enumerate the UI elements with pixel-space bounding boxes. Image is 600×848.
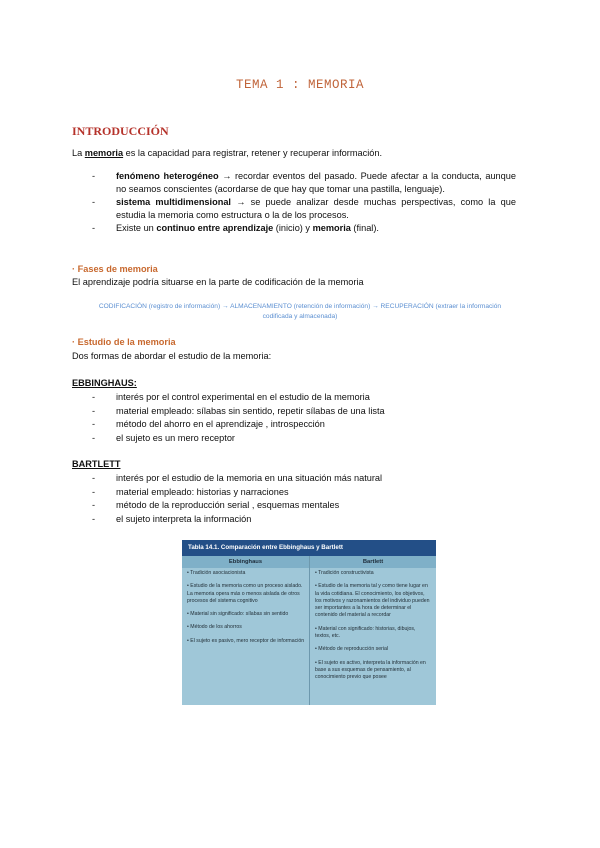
item-text: interés por el control experimental en el estudio de la memoria xyxy=(116,392,370,402)
list-item: - el sujeto interpreta la información xyxy=(92,513,252,524)
definition-text: es la capacidad para registrar, retener y recuperar información. xyxy=(123,148,383,158)
table-cell: • Método de reproducción serial xyxy=(315,646,389,653)
item-bold: continuo entre aprendizaje xyxy=(156,223,274,233)
list-item: - método de la reproducción serial , esquemas mentales xyxy=(92,500,340,510)
item-text: interés por el estudio de la memoria en una situación más natural xyxy=(116,473,383,483)
memory-definition xyxy=(72,147,382,160)
fases-text: El aprendizaje podría situarse en la parte de codificación de la memoria xyxy=(72,277,364,287)
item-text: material empleado: historias y narraciones xyxy=(116,486,289,497)
table-cell: • Método de los ahorros xyxy=(187,624,242,631)
item-text: el sujeto es un mero receptor xyxy=(116,432,235,443)
list-item: - fenómeno heterogéneo → recordar eventos del pasado. Puede afectar a la conducta, aunque no seamos conscientes (acordarse de que hay que tomar una pastilla, lenguaje). xyxy=(92,171,516,194)
item-text: el sujeto interpreta la información xyxy=(116,513,252,524)
definition-term: memoria xyxy=(84,148,124,158)
item-text: → se puede analizar desde muchas perspectivas, como la que estudia la memoria como estructura o la de los procesos. xyxy=(116,197,516,220)
item-text: Existe un xyxy=(116,223,157,233)
memory-phases-flow xyxy=(72,302,528,322)
item-bold: sistema multidimensional xyxy=(116,197,231,207)
list-item: - sistema multidimensional → se puede analizar desde muchas perspectivas, como la que estudia la memoria como estructura o la de los procesos. xyxy=(92,197,516,220)
item-bold: memoria xyxy=(312,223,351,233)
list-item: - material empleado: sílabas sin sentido, repetir sílabas de una lista xyxy=(92,405,385,416)
list-item: - el sujeto es un mero receptor xyxy=(92,432,235,443)
fases-heading: · Fases de memoria xyxy=(72,264,158,274)
flow-line: codificada y almacenada) xyxy=(262,313,338,320)
table-cell: • Estudio de la memoria tal y como tiene lugar en la vida cotidiana. El conocimiento, los objetivos, los motivos y razonamientos del individuo pueden ser importantes a la hora de determinar el contenido del material a recordar xyxy=(315,583,430,619)
list-item: - interés por el control experimental en el estudio de la memoria xyxy=(92,392,370,402)
table-cell: • El sujeto es activo, interpreta la información en base a sus esquemas de pensamiento, al conocimiento previo que posee xyxy=(315,659,426,681)
table-caption: Tabla 14.1. Comparación entre Ebbinghaus y Bartlett xyxy=(182,540,436,556)
table-col-header-bartlett: Bartlett xyxy=(310,556,436,568)
definition-prefix: La xyxy=(72,148,85,158)
table-cell: • Tradición asociacionista xyxy=(187,570,246,576)
item-text: → recordar eventos del pasado. Puede afectar a la conducta, aunque no seamos conscientes (acordarse de que hay que tomar una pastilla, lenguaje). xyxy=(116,171,516,194)
ebbinghaus-list xyxy=(72,391,385,444)
table-col-bartlett xyxy=(315,570,432,688)
table-divider xyxy=(309,556,310,705)
ebbinghaus-heading: EBBINGHAUS: xyxy=(72,378,137,388)
intro-heading: INTRODUCCIÓN xyxy=(72,124,169,138)
table-col-ebbinghaus xyxy=(187,570,305,651)
item-text: (inicio) y xyxy=(273,223,313,233)
item-text: método de la reproducción serial , esquemas mentales xyxy=(116,500,340,510)
table-cell: • Tradición constructivista xyxy=(315,570,374,576)
table-cell: • El sujeto es pasivo, mero receptor de información xyxy=(187,637,305,644)
comparison-table-image xyxy=(182,540,436,705)
table-cell: • Material sin significado: sílabas sin sentido xyxy=(187,611,289,618)
list-item: - interés por el estudio de la memoria en una situación más natural xyxy=(92,473,383,483)
table-cell: • Material con significado: historias, dibujos, textos, etc. xyxy=(315,625,416,640)
list-item: - material empleado: historias y narraciones xyxy=(92,486,289,497)
bartlett-heading: BARTLETT xyxy=(72,459,121,469)
table-cell: • Estudio de la memoria como un proceso aislado. La memoria opera más o menos aislada de otros procesos del sistema cognitivo xyxy=(187,583,303,604)
intro-list xyxy=(72,170,516,235)
page-title: TEMA 1 : MEMORIA xyxy=(235,78,365,92)
estudio-text: Dos formas de abordar el estudio de la memoria: xyxy=(72,351,272,361)
item-bold: fenómeno heterogéneo xyxy=(116,171,219,181)
bartlett-list xyxy=(72,472,382,525)
item-text: (final). xyxy=(350,223,379,233)
list-item: - Existe un continuo entre aprendizaje (inicio) y memoria (final). xyxy=(92,223,379,233)
item-text: método del ahorro en el aprendizaje , introspección xyxy=(116,419,325,429)
table-col-header-ebbinghaus: Ebbinghaus xyxy=(182,556,309,568)
estudio-heading: · Estudio de la memoria xyxy=(72,337,176,347)
item-text: material empleado: sílabas sin sentido, repetir sílabas de una lista xyxy=(116,405,385,416)
list-item: - método del ahorro en el aprendizaje , introspección xyxy=(92,419,325,429)
flow-line: CODIFICACIÓN (registro de información) → ALMACENAMIENTO (retención de información) → RECUPERACIÓN (extraer la información xyxy=(98,303,502,310)
